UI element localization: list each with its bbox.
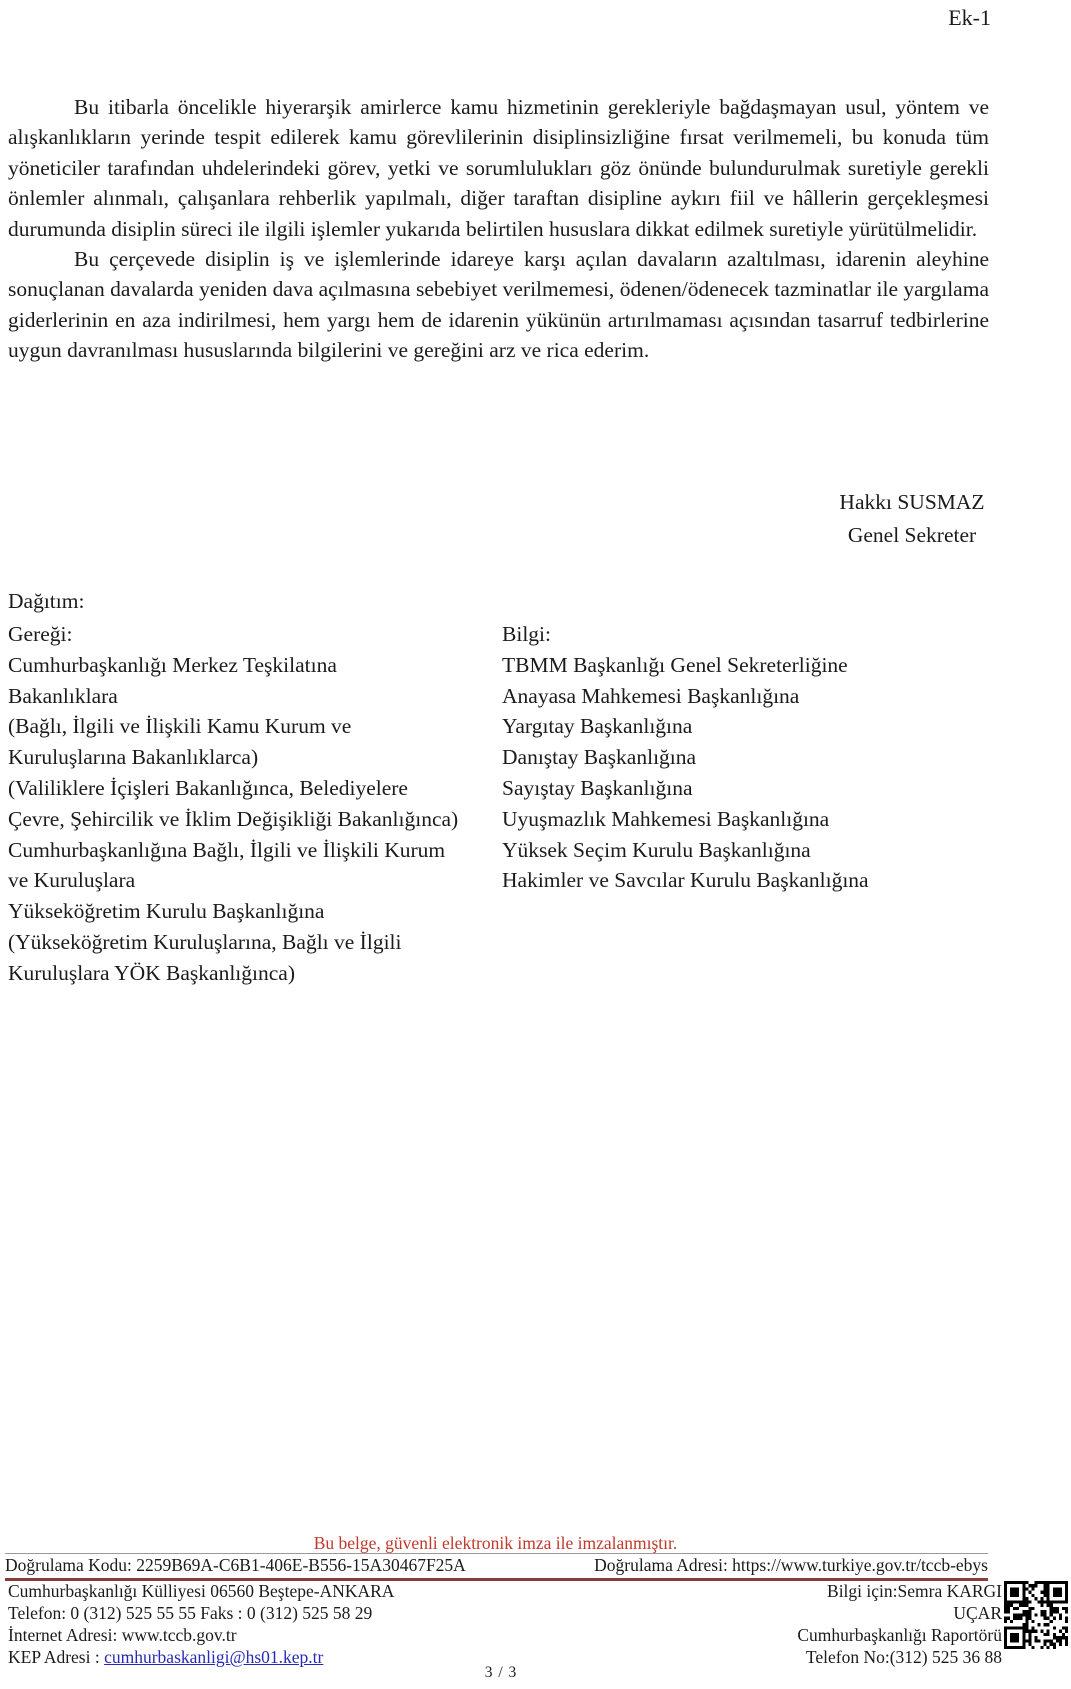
verification-code: Doğrulama Kodu: 2259B69A-C6B1-406E-B556-15A30467F25A: [5, 1555, 466, 1575]
attachment-label: Ek-1: [948, 5, 991, 30]
list-item: Kuruluşlara YÖK Başkanlığınca): [8, 960, 295, 985]
list-item: Yüksek Seçim Kurulu Başkanlığına: [502, 837, 811, 862]
list-item: Cumhurbaşkanlığı Merkez Teşkilatına: [8, 652, 337, 677]
kep-label: KEP Adresi :: [8, 1647, 105, 1667]
verification-row: [5, 1553, 988, 1581]
e-signature-notice: Bu belge, güvenli elektronik imza ile imzalanmıştır.: [313, 1533, 678, 1553]
signature-block: [802, 486, 1022, 552]
list-item: TBMM Başkanlığı Genel Sekreterliğine: [502, 652, 848, 677]
distribution-bilgi-column: [502, 619, 990, 896]
list-item: Kuruluşlarına Bakanlıklarca): [8, 745, 259, 770]
list-item: (Bağlı, İlgili ve İlişkili Kamu Kurum ve: [8, 714, 352, 739]
list-item: ve Kuruluşlara: [8, 868, 136, 893]
list-item: Uyuşmazlık Mahkemesi Başkanlığına: [502, 806, 830, 831]
footer-address-block: [8, 1580, 628, 1668]
body-paragraph-1: Bu itibarla öncelikle hiyerarşik amirlerce kamu hizmetinin gerekleriyle bağdaşmayan usul, yöntem ve alışkanlıkların yerinde tespit edilerek kamu görevlilerinin disiplinsizliğine fırsat verilmemeli, bu konuda tüm yöneticiler tarafından uhdelerindeki görev, yetki ve sorumlulukları göz önünde bulundurulmak suretiyle gerekli önlemler alınmalı, çalışanlara rehberlik yapılmalı, diğer taraftan disipline aykırı fiil ve hâllerin gerçekleşmesi durumunda disiplin süreci ile ilgili işlemler yukarıda belirtilen hususlara dikkat edilmek suretiyle yürütülmelidir.: [8, 95, 989, 241]
list-item: Anayasa Mahkemesi Başkanlığına: [502, 683, 800, 708]
list-item: Bakanlıklara: [8, 683, 118, 708]
list-item: Hakimler ve Savcılar Kurulu Başkanlığına: [502, 868, 869, 893]
body-paragraph-2: Bu çerçevede disiplin iş ve işlemlerinde idareye karşı açılan davaların azaltılması, idarenin aleyhine sonuçlanan davalarda yeniden dava açılmasına sebebiyet verilmemesi, ödenen/ödenecek tazminatlar ile yargılama giderlerinin en aza indirilmesi, hem yargı hem de idarenin yükünün artırılmaması açısından tasarruf tedbirlerine uygun davranılması hususlarında bilgilerini ve gereğini arz ve rica ederim.: [8, 247, 989, 363]
gereği-list: [8, 650, 496, 989]
list-item: Cumhurbaşkanlığı Raportörü: [797, 1625, 1002, 1645]
list-item: Yükseköğretim Kurulu Başkanlığına: [8, 899, 325, 924]
kep-email-link[interactable]: cumhurbaskanligi@hs01.kep.tr: [104, 1647, 324, 1667]
verification-address: Doğrulama Adresi: https://www.turkiye.gov.tr/tccb-ebys: [594, 1555, 988, 1575]
bilgi-list: [502, 650, 990, 896]
bilgi-heading: Bilgi:: [502, 622, 551, 646]
signer-title: Genel Sekreter: [847, 523, 977, 547]
list-item: Cumhurbaşkanlığına Bağlı, İlgili ve İlişkili Kurum: [8, 837, 446, 862]
list-item: (Yükseköğretim Kuruluşlarına, Bağlı ve İlgili: [8, 929, 402, 954]
postal-address: Cumhurbaşkanlığı Külliyesi 06560 Beştepe-ANKARA: [8, 1581, 395, 1601]
list-item: Sayıştay Başkanlığına: [502, 775, 693, 800]
letter-body: [8, 92, 989, 366]
distribution-heading: Dağıtım:: [8, 589, 85, 613]
list-item: UÇAR: [953, 1603, 1002, 1623]
list-item: Telefon No:(312) 525 36 88: [805, 1647, 1002, 1667]
distribution-gereği-column: [8, 619, 496, 989]
list-item: Yargıtay Başkanlığına: [502, 714, 693, 739]
list-item: (Valiliklere İçişleri Bakanlığınca, Belediyelere: [8, 775, 408, 800]
footer-contact-block: [700, 1580, 1002, 1668]
gereği-heading: Gereği:: [8, 622, 73, 646]
web-address: İnternet Adresi: www.tccb.gov.tr: [8, 1625, 237, 1645]
list-item: Bilgi için:Semra KARGI: [827, 1581, 1002, 1601]
phone-fax: Telefon: 0 (312) 525 55 55 Faks : 0 (312) 525 58 29: [8, 1603, 373, 1623]
page-number: 3 / 3: [484, 1664, 518, 1681]
list-item: Danıştay Başkanlığına: [502, 745, 697, 770]
qr-code-icon: [1004, 1581, 1068, 1649]
list-item: Çevre, Şehircilik ve İklim Değişikliği Bakanlığınca): [8, 806, 459, 831]
signer-name: Hakkı SUSMAZ: [839, 490, 985, 514]
